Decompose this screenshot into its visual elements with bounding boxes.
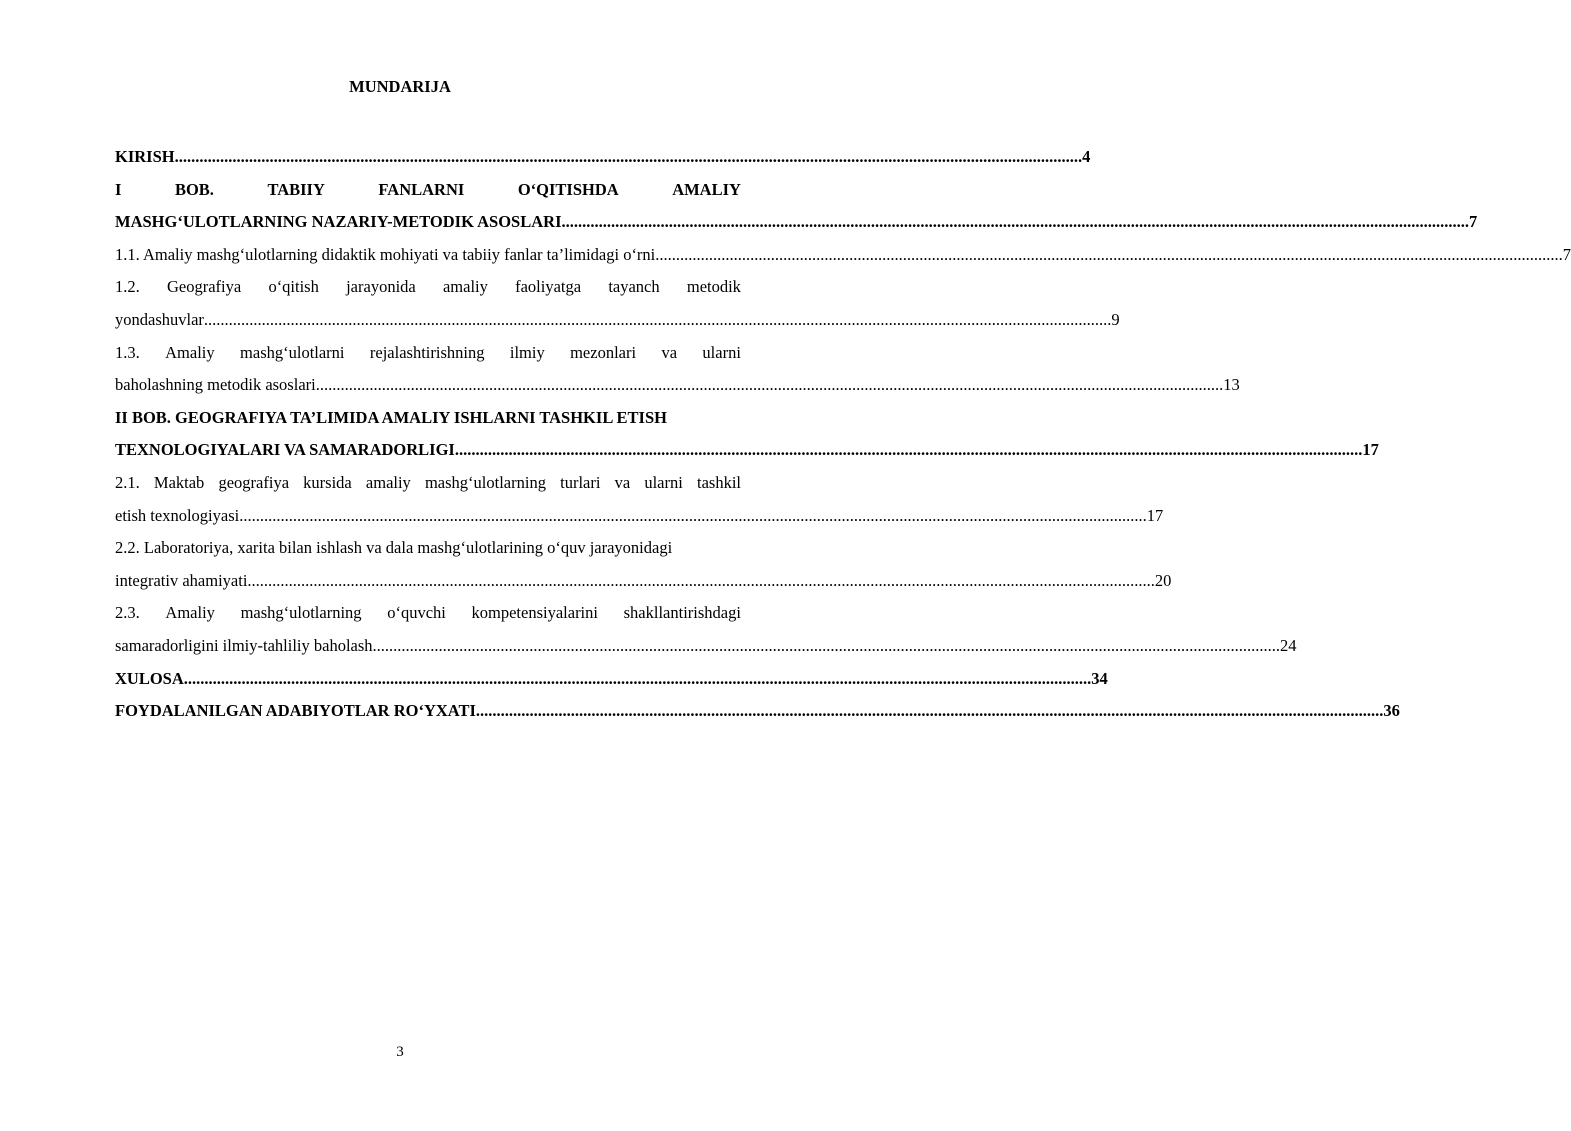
toc-word: BOB. xyxy=(174,179,214,199)
toc-entry-bob1-line1[interactable] xyxy=(115,174,741,207)
toc-entry-1-3-line2[interactable] xyxy=(115,369,1240,402)
toc-word: kursida xyxy=(303,472,352,492)
toc-word: FANLARNI xyxy=(378,179,465,199)
toc-entry-1-1[interactable] xyxy=(115,239,1571,272)
toc-entry-text: FOYDALANILGAN ADABIYOTLAR RO‘YXATI xyxy=(115,701,476,721)
dot-leader: ............................................................................................................................................................................................................................ xyxy=(247,570,1155,590)
toc-word: metodik xyxy=(686,277,741,297)
toc-entry-2-3-line1[interactable] xyxy=(115,597,741,630)
toc-word: amaliy xyxy=(365,472,411,492)
toc-entry-page: 9 xyxy=(1111,309,1120,329)
page-number: 3 xyxy=(396,1044,404,1060)
toc-word: I xyxy=(115,179,122,199)
toc-entry-page: 7 xyxy=(1469,212,1478,232)
toc-entry-2-2-line2[interactable] xyxy=(115,565,1172,598)
toc-word: Amaliy xyxy=(165,603,215,623)
dot-leader: ............................................................................................................................................................................................................................ xyxy=(561,212,1469,232)
toc-entry-xulosa[interactable] xyxy=(115,663,1108,696)
toc-entry-text: integrativ ahamiyati xyxy=(115,570,248,590)
dot-leader: ............................................................................................................................................................................................................................ xyxy=(174,147,1083,166)
toc-entry-kirish[interactable] xyxy=(115,141,1091,174)
toc-entry-adabiyotlar[interactable] xyxy=(115,695,1400,728)
toc-entry-1-2-line2[interactable] xyxy=(115,304,1120,337)
toc-entry-page: 17 xyxy=(1146,505,1164,525)
toc-word: Maktab xyxy=(153,472,205,492)
toc-word: rejalashtirishning xyxy=(369,342,485,362)
toc-word: geografiya xyxy=(218,472,290,492)
page-title: MUNDARIJA xyxy=(349,77,451,96)
dot-leader: ............................................................................................................................................................................................................................ xyxy=(315,375,1224,395)
toc-word: ilmiy xyxy=(509,342,545,362)
table-of-contents xyxy=(115,141,1571,728)
toc-entry-page: 4 xyxy=(1082,147,1091,166)
toc-entry-text: samaradorligini ilmiy-tahliliy baholash xyxy=(115,635,373,655)
toc-entry-text: MASHG‘ULOTLARNING NAZARIY-METODIK ASOSLARI xyxy=(115,212,562,232)
toc-word: mashg‘ulotlarni xyxy=(240,342,345,362)
toc-word: o‘qitish xyxy=(268,277,319,297)
toc-entry-text: 1.1. Amaliy mashg‘ulotlarning didaktik mohiyati va tabiiy fanlar ta’limidagi o‘rni xyxy=(115,244,656,264)
toc-entry-1-2-line1[interactable] xyxy=(115,271,741,304)
toc-entry-text: baholashning metodik asoslari xyxy=(115,375,316,395)
toc-entry-text: KIRISH xyxy=(115,147,175,166)
dot-leader: ............................................................................................................................................................................................................................ xyxy=(203,309,1112,329)
toc-word: va xyxy=(661,342,678,362)
toc-word: mezonlari xyxy=(570,342,637,362)
toc-entry-page: 7 xyxy=(1562,244,1571,264)
toc-word: 2.1. xyxy=(115,472,140,492)
toc-word: TABIIY xyxy=(267,179,325,199)
dot-leader: ............................................................................................................................................................................................................................ xyxy=(475,701,1384,721)
dot-leader: ............................................................................................................................................................................................................................ xyxy=(454,440,1363,460)
toc-entry-2-2-line1[interactable]: 2.2. Laboratoriya, xarita bilan ishlash va dala mashg‘ulotlarining o‘quv jarayonidagi xyxy=(115,538,673,558)
toc-entry-text: XULOSA xyxy=(115,668,184,688)
toc-entry-page: 20 xyxy=(1154,570,1172,590)
dot-leader: ............................................................................................................................................................................................................................ xyxy=(239,505,1147,525)
toc-entry-text: etish texnologiyasi xyxy=(115,505,240,525)
toc-entry-text: TEXNOLOGIYALARI VA SAMARADORLIGI xyxy=(115,440,455,460)
toc-entry-page: 24 xyxy=(1280,635,1297,655)
toc-word: 1.2. xyxy=(115,277,140,297)
toc-word: Amaliy xyxy=(165,342,215,362)
toc-entry-text: yondashuvlar xyxy=(115,309,204,329)
toc-entry-2-1-line2[interactable] xyxy=(115,500,1164,533)
toc-entry-page: 34 xyxy=(1091,668,1108,688)
toc-word: ularni xyxy=(702,342,741,362)
toc-word: 2.3. xyxy=(115,603,140,623)
toc-word: kompetensiyalarini xyxy=(471,603,598,623)
dot-leader: ............................................................................................................................................................................................................................ xyxy=(655,244,1563,264)
toc-entry-page: 36 xyxy=(1383,701,1400,721)
toc-word: ularni xyxy=(644,472,683,492)
toc-entry-2-3-line2[interactable] xyxy=(115,630,1297,663)
toc-word: mashg‘ulotlarning xyxy=(424,472,546,492)
toc-word: turlari xyxy=(560,472,601,492)
toc-word: amaliy xyxy=(442,277,488,297)
toc-word: tayanch xyxy=(608,277,660,297)
dot-leader: ............................................................................................................................................................................................................................ xyxy=(183,668,1092,688)
toc-entry-page: 17 xyxy=(1362,440,1379,460)
toc-entry-1-3-line1[interactable] xyxy=(115,337,741,370)
toc-entry-page: 13 xyxy=(1223,375,1240,395)
toc-word: mashg‘ulotlarning xyxy=(240,603,362,623)
toc-word: faoliyatga xyxy=(515,277,582,297)
toc-word: tashkil xyxy=(696,472,741,492)
toc-word: o‘quvchi xyxy=(387,603,446,623)
toc-entry-2-1-line1[interactable] xyxy=(115,467,741,500)
toc-word: shakllantirishdagi xyxy=(623,603,741,623)
toc-entry-bob1-line2[interactable] xyxy=(115,206,1478,239)
toc-entry-bob2-line1[interactable]: II BOB. GEOGRAFIYA TA’LIMIDA AMALIY ISHLARNI TASHKIL ETISH xyxy=(115,407,667,427)
toc-word: va xyxy=(614,472,631,492)
dot-leader: ............................................................................................................................................................................................................................ xyxy=(372,635,1281,655)
toc-word: O‘QITISHDA xyxy=(517,179,619,199)
toc-entry-bob2-line2[interactable] xyxy=(115,434,1379,467)
toc-word: jarayonida xyxy=(346,277,416,297)
toc-word: AMALIY xyxy=(672,179,741,199)
toc-word: Geografiya xyxy=(166,277,242,297)
toc-word: 1.3. xyxy=(115,342,140,362)
